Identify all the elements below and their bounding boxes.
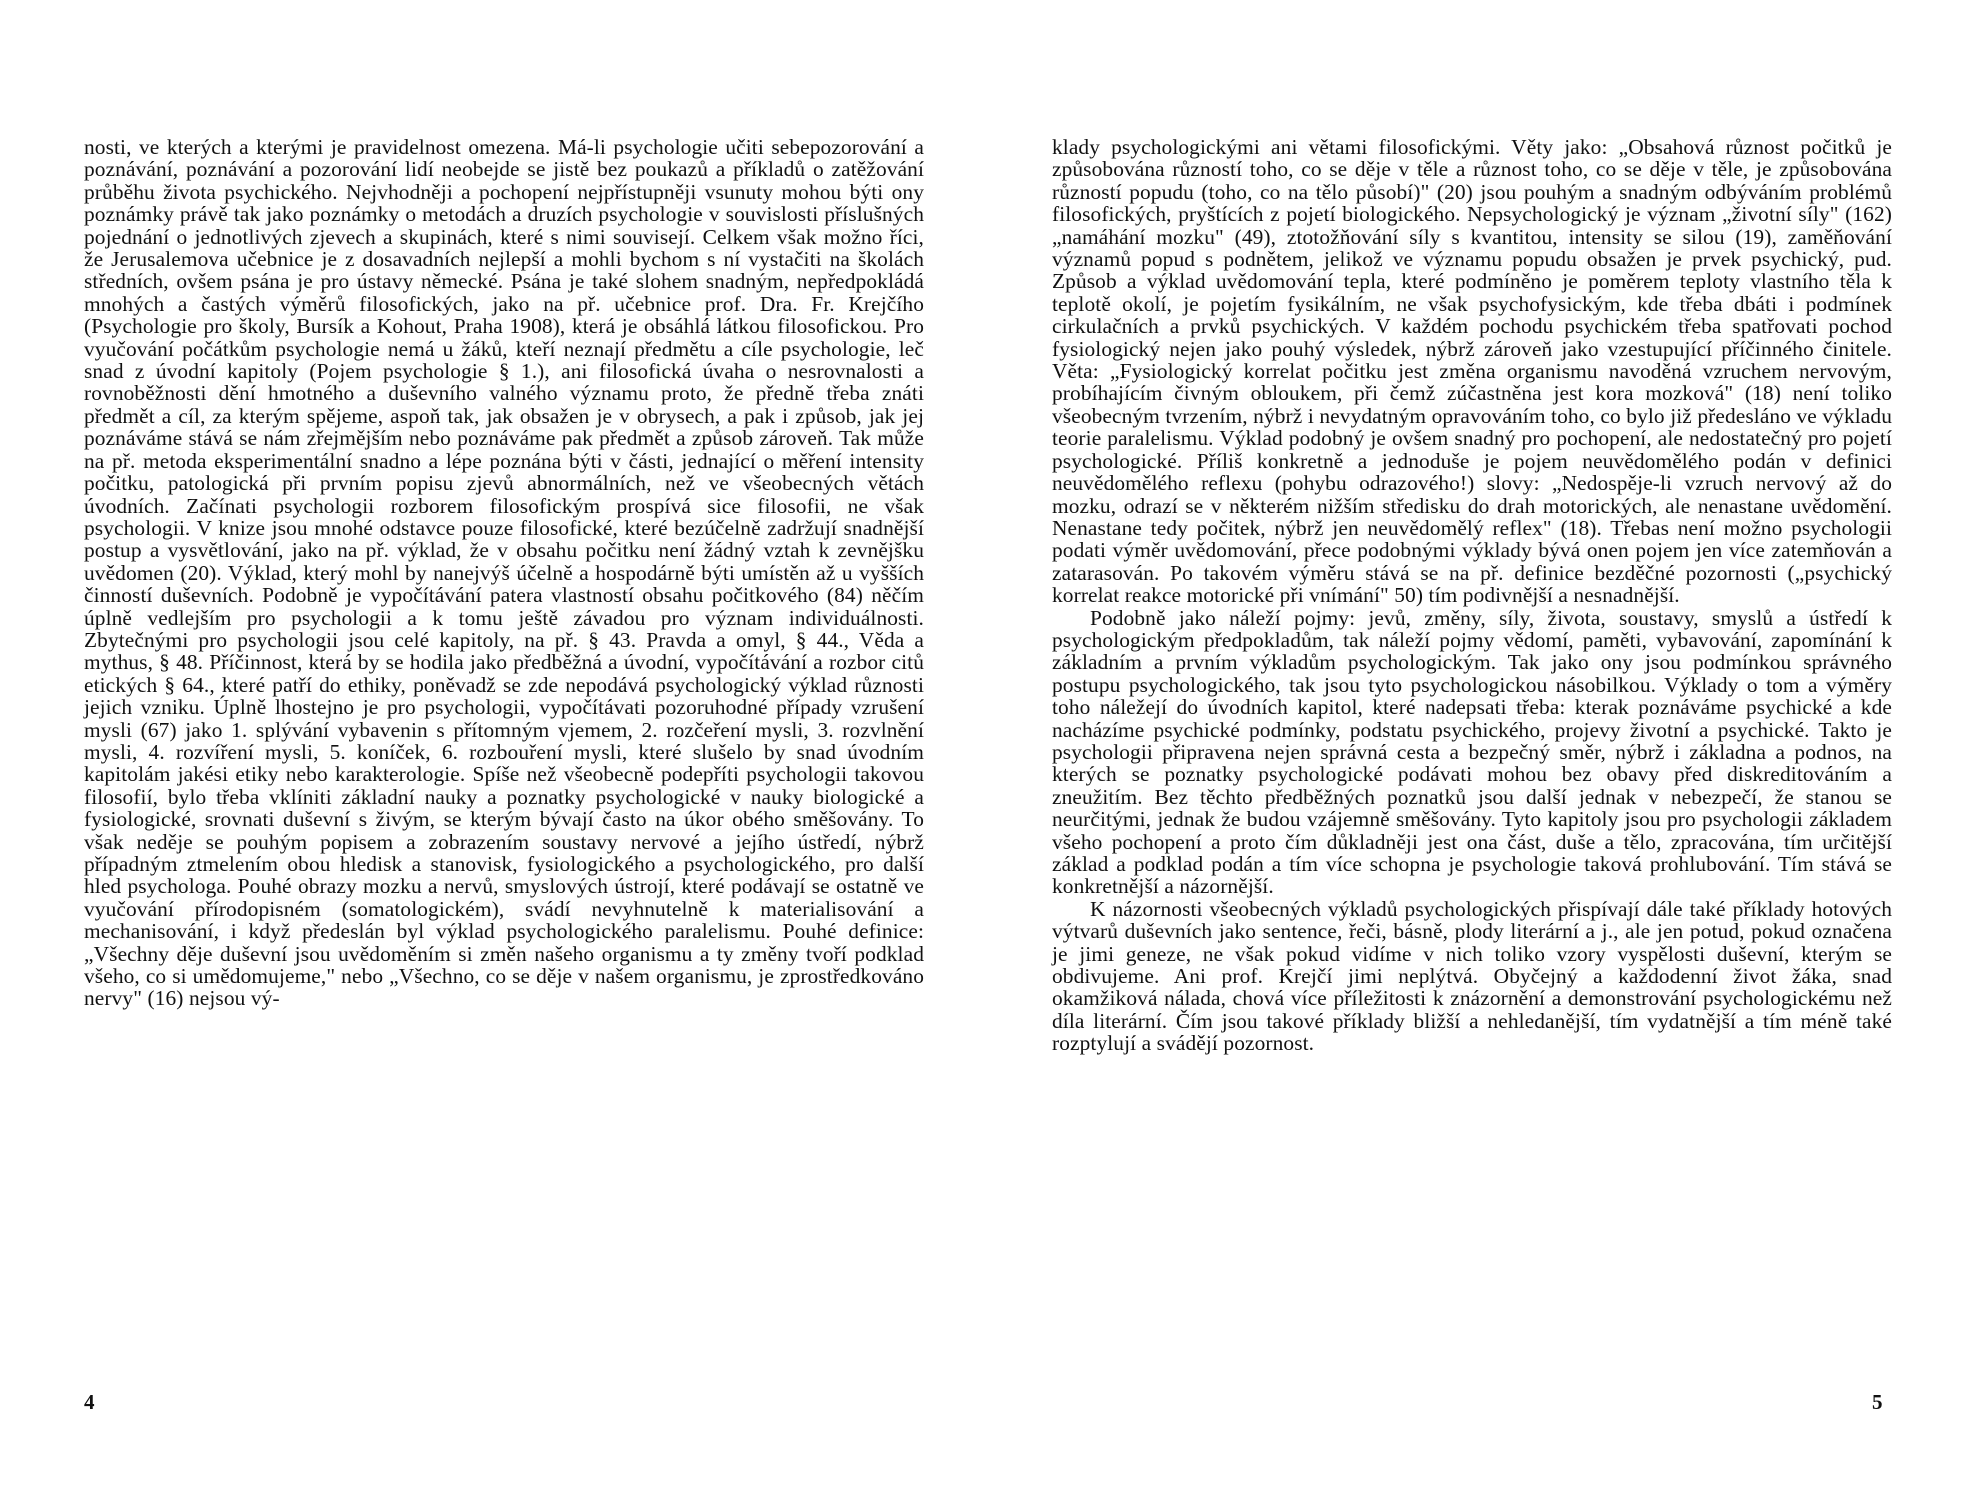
right-page-text-column (1052, 136, 1892, 1055)
right-page (985, 0, 1970, 1500)
left-page-text-column (84, 136, 924, 1010)
right-page-number: 5 (1872, 1390, 1883, 1414)
right-paragraph-2: Podobně jako náleží pojmy: jevů, změny, síly, života, soustavy, smyslů a ústředí k psychologickým předpokladům, tak náleží pojmy vědomí, paměti, vybavování, zapomínání k základním a prvním výkladům psychologickým. Tak jako ony jsou podmínkou správného postupu psychologického, tak jsou tyto psychologickou násobilkou. Výklady o tom a výměry toho náležejí do úvodních kapitol, které nadepsati třeba: kterak poznáváme psychické a kde nacházíme psychické podmínky, podstatu psychického, projevy životní a psychické. Takto je psychologii připravena nejen správná cesta a bezpečný směr, nýbrž i základna a podnos, na kterých se poznatky psychologické podávati mohou bez obavy před diskreditováním a zneužitím. Bez těchto předběžných poznatků jsou další jednak v nebezpečí, že stanou se neurčitými, jednak že budou vzájemně směšovány. Tyto kapitoly jsou pro psychologii základem všeho pochopení a proto čím důkladněji jest ona část, duše a tělo, zpracována, tím určitější základ a podklad podán a tím více schopna je psychologie taková prohlubování. Tím stává se konkretnější a názornější. (1052, 605, 1892, 899)
right-paragraph-3: K názornosti všeobecných výkladů psychologických přispívají dále také příklady hotových výtvarů duševních jako sentence, řeči, básně, plody literární a j., ale jen potud, pokud označena je jimi geneze, ne však pokud vidíme v nich toliko vzory vyspělosti duševní, kterým se obdivujeme. Ani prof. Krejčí jimi neplýtvá. Obyčejný a každodenní život žáka, snad okamžiková nálada, chová více příležitosti k znázornění a demonstrování psychologickému než díla literární. Čím jsou takové příklady bližší a nehledanější, tím vydatnější a tím méně také rozptylují a svádějí pozornost. (1052, 896, 1892, 1056)
right-paragraph-1: klady psychologickými ani větami filosofickými. Věty jako: „Obsahová různost počitků je způsobována růzností toho, co se děje v těle a různost toho, co se děje v těle, je způsobována růzností popudu (toho, co na tělo působí)" (20) jsou pouhým a snadným odbýváním problémů filosofických, pryštících z pojetí biologického. Nepsychologický je význam „životní síly" (162) „namáhání mozku" (49), ztotožňování síly s kvantitou, intensity se silou (19), zaměňování významů popud s podnětem, jelikož ve významu popudu obsažen je prvek psychický, pud. Způsob a výklad uvědomování tepla, které podmíněno je poměrem teploty vlastního těla k teplotě okolí, je pojetím fysikálním, ne však psychofysickým, kde třeba dbáti i podmínek cirkulačních a prvků psychických. V každém pochodu psychickém třeba spatřovati pochod fysiologický nejen jako pouhý výsledek, nýbrž zároveň jako vzestupující příčinného činitele. Věta: „Fysiologický korrelat počitku jest změna organismu navoděná vzruchem nervovým, probíhajícím čivným obloukem, při čemž zúčastněna jest kora mozková" (18) není toliko všeobecným tvrzením, nýbrž i nevydatným opravováním toho, co bylo již předesláno ve výkladu teorie paralelismu. Výklad podobný je ovšem snadný pro pochopení, ale nedostatečný pro pojetí psychologické. Příliš konkretně a jednoduše je pojem neuvědomělého podán v definici neuvědomělého reflexu (pohybu odrazového!) slovy: „Nedospěje-li vzruch nervový až do mozku, odrazí se v některém nižším středisku do drah motorických, ale nenastane uvědomění. Nenastane tedy počitek, nýbrž jen neuvědomělý reflex" (18). Třebas není možno psychologii podati výměr uvědomování, přece podobnými výklady bývá onen pojem jen více zatemňován a zatarasován. Po takovém výměru stává se na př. definice bezděčné pozornosti („psychický korrelat reakce motorické při vnímání" 50) tím podivnější a nesnadnější. (1052, 135, 1892, 608)
left-paragraph-1: nosti, ve kterých a kterými je pravidelnost omezena. Má-li psychologie učiti sebepozorování a poznávání, poznávání a pozorování lidí neobejde se jistě bez poukazů a příkladů o zatěžování průběhu života psychického. Nejvhodněji a pochopení nejpřístupněji vsunuty mohou býti ony poznámky právě tak jako poznámky o metodách a druzích psychologie v souvislosti příslušných pojednání o jednotlivých zjevech a skupinách, které s nimi souvisejí. Celkem však možno říci, že Jerusalemova učebnice je z dosavadních nejlepší a mohli bychom s ní vystačiti na školách středních, ovšem psána je pro ústavy německé. Psána je také slohem snadným, nepředpokládá mnohých a častých výměrů filosofických, jako na př. učebnice prof. Dra. Fr. Krejčího (Psychologie pro školy, Bursík a Kohout, Praha 1908), která je obsáhlá látkou filosofickou. Pro vyučování počátkům psychologie nemá u žáků, kteří neznají předmětu a cíle psychologie, leč snad z úvodní kapitoly (Pojem psychologie § 1.), ani filosofická úvaha o nesrovnalosti a rovnoběžnosti dění hmotného a duševního valného významu proto, že předně třeba znáti předmět a cíl, za kterým spějeme, aspoň tak, jak obsažen je v obrysech, a pak i způsob, jak jej poznáváme stává se nám zřejmějším nebo poznáváme pak předmět a způsob zároveň. Tak může na př. metoda eksperimentální snadno a lépe poznána býti v části, jednající o měření intensity počitku, patologická při prvním popisu zjevů abnormálních, než ve všeobecných větách úvodních. Začínati psychologii rozborem filosofickým prospívá sice filosofii, ne však psychologii. V knize jsou mnohé odstavce pouze filosofické, které bezúčelně zadržují snadnější postup a vysvětlování, jako na př. výklad, že v obsahu počitku není žádný vztah k zevnějšku uvědomen (20). Výklad, který mohl by nanejvýš účelně a hospodárně býti umístěn až u vyšších činností duševních. Podobně je vypočítávání patera vlastností obsahu počitkového (84) něčím úplně vedlejším pro psychologii a k tomu ještě závadou pro význam individuálnosti. Zbytečnými pro psychologii jsou celé kapitoly, na př. § 43. Pravda a omyl, § 44., Věda a mythus, § 48. Příčinnost, která by se hodila jako předběžná a úvodní, vypočítávání a rozbor citů etických § 64., které patří do ethiky, poněvadž se zde nepodává psychologický výklad různosti jejich vzniku. Úplně lhostejno je pro psychologii, vypočítávati pozoruhodné případy vzrušení mysli (67) jako 1. splývání vybavenin s přítomným vjemem, 2. rozčeření mysli, 3. rozvlnění mysli, 4. rozvíření mysli, 5. koníček, 6. rozbouření mysli, které slušelo by snad úvodním kapitolám jakési etiky nebo karakterologie. Spíše než všeobecně podepříti psychologii takovou filosofií, bylo třeba vklíniti základní nauky a poznatky psychologické v nauky biologické a fysiologické, srovnati duševní s živým, se kterým bývají často na úkor obého směšovány. To však neděje se pouhým popisem a zobrazením soustavy nervové a jejího ústředí, nýbrž případným ztmelením obou hledisk a stanovisk, fysiologického a psychologického, pro další hled psychologa. Pouhé obrazy mozku a nervů, smyslových ústrojí, které podávají se ostatně ve vyučování přírodopisném (somatologickém), svádí nevyhnutelně k materialisování a mechanisování, i když předeslán byl výklad psychologického paralelismu. Pouhé definice: „Všechny děje duševní jsou uvědoměním si změn našeho organismu a ty změny tvoří podklad všeho, co si umědomujeme," nebo „Všechno, co se děje v našem organismu, je zprostředkováno nervy" (16) nejsou vý- (84, 135, 924, 1011)
left-page-number: 4 (84, 1390, 95, 1414)
